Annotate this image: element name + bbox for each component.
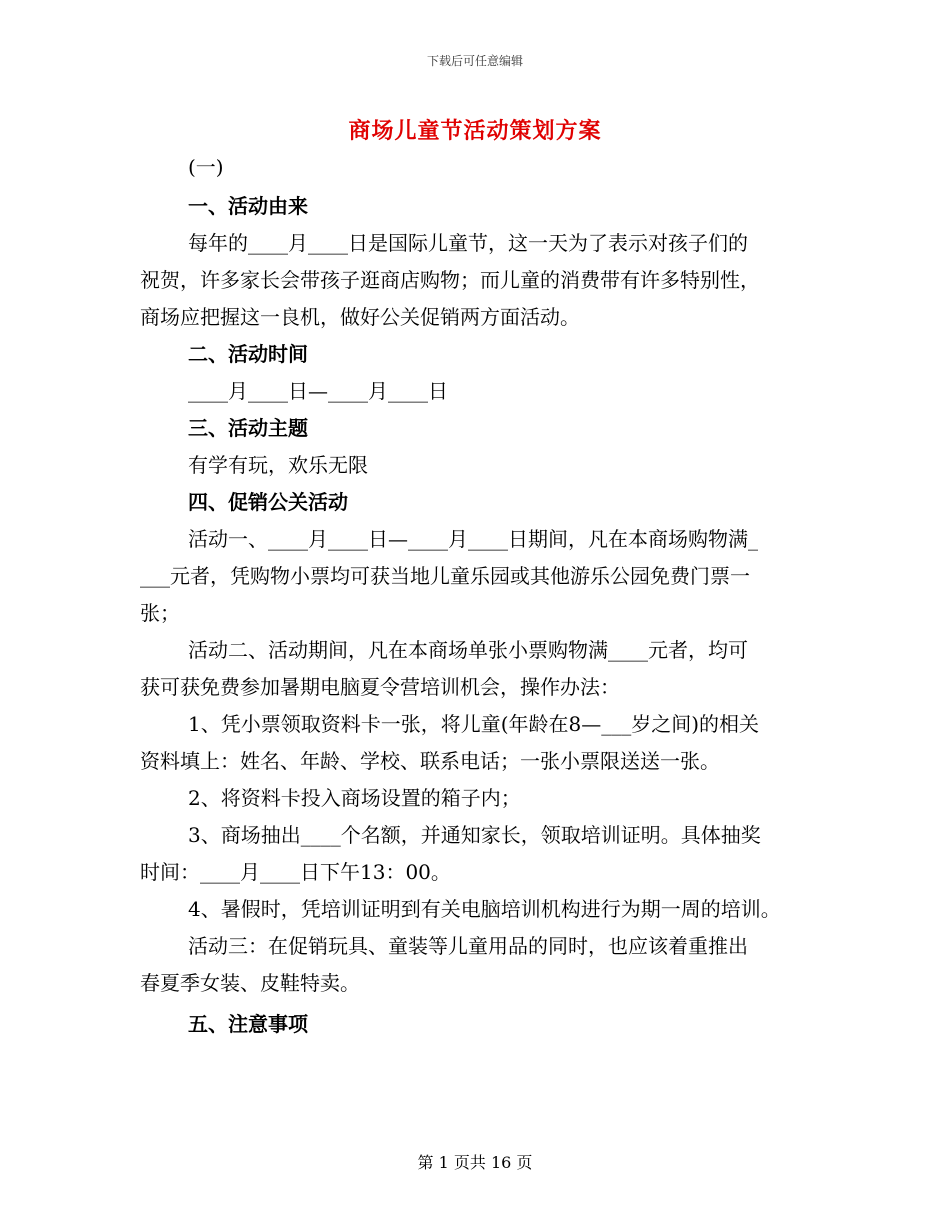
paragraph-line: 3、商场抽出____个名额，并通知家长，领取培训证明。具体抽奖 [188,823,761,847]
paragraph-line: 时间：____月____日下午13：00。 [140,860,451,884]
section-number: (一) [188,155,224,179]
paragraph-line: 活动一、____月____日—____月____日期间，凡在本商场购物满_ [188,527,758,551]
paragraph-line: 每年的____月____日是国际儿童节，这一天为了表示对孩子们的 [188,231,748,255]
paragraph-line: 张； [140,601,180,625]
paragraph-line: 活动三：在促销玩具、童装等儿童用品的同时，也应该着重推出 [188,934,748,958]
paragraph-line: 春夏季女装、皮鞋特卖。 [140,971,360,995]
document-title: 商场儿童节活动策划方案 [348,118,602,144]
paragraph-line: 资料填上：姓名、年龄、学校、联系电话；一张小票限送送一张。 [140,749,720,773]
heading-notes: 五、注意事项 [188,1012,308,1036]
paragraph-line: 有学有玩，欢乐无限 [188,453,368,477]
paragraph-line: 2、将资料卡投入商场设置的箱子内； [188,786,521,810]
paragraph-line: ___元者，凭购物小票均可获当地儿童乐园或其他游乐公园免费门票一 [140,564,750,588]
paragraph-line: 活动二、活动期间，凡在本商场单张小票购物满____元者，均可 [188,638,748,662]
paragraph-line: 获可获免费参加暑期电脑夏令营培训机会，操作办法： [140,675,620,699]
paragraph-line: 祝贺，许多家长会带孩子逛商店购物；而儿童的消费带有许多特别性， [140,268,760,292]
page-footer: 第 1 页共 16 页 [417,1153,533,1172]
paragraph-line: 1、凭小票领取资料卡一张，将儿童(年龄在8—___岁之间)的相关 [188,712,760,736]
paragraph-line: 4、暑假时，凭培训证明到有关电脑培训机构进行为期一周的培训。 [188,897,781,921]
paragraph-line: ____月____日—____月____日 [188,379,448,403]
heading-theme: 三、活动主题 [188,416,308,440]
heading-origin: 一、活动由来 [188,194,308,218]
heading-time: 二、活动时间 [188,342,308,366]
paragraph-line: 商场应把握这一良机，做好公关促销两方面活动。 [140,305,580,329]
header-note: 下载后可任意编辑 [426,54,523,68]
heading-promotion: 四、促销公关活动 [188,490,348,514]
